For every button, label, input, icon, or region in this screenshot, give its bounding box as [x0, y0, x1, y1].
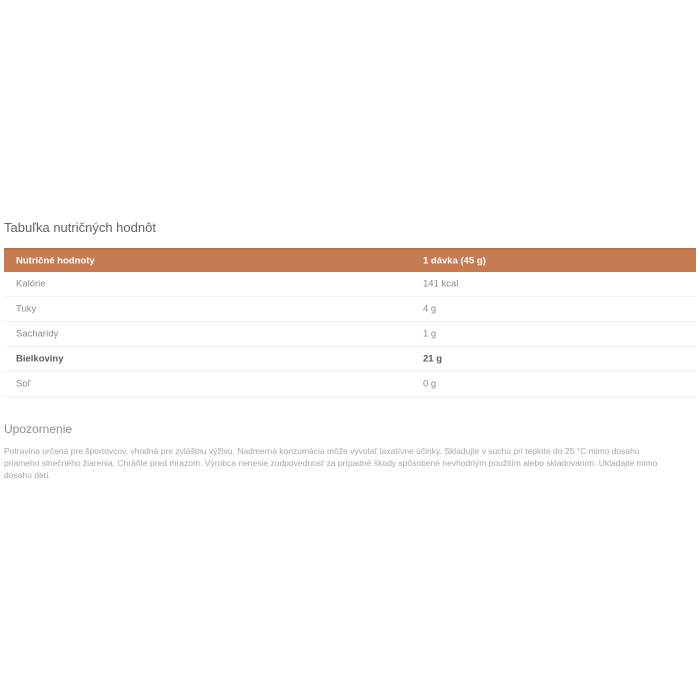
nutrient-label: Soľ [16, 378, 31, 390]
nutrient-label: Tuky [16, 303, 37, 315]
nutrient-value: 0 g [423, 378, 437, 390]
nutrient-value: 4 g [423, 303, 437, 315]
table-header [4, 248, 696, 272]
table-row-salt [4, 372, 696, 397]
table-row-carbohydrates [4, 322, 696, 347]
nutrient-value: 21 g [423, 353, 443, 365]
nutrition-table [4, 248, 696, 397]
table-row-calories [4, 272, 696, 297]
nutrition-table-title: Tabuľka nutričných hodnôt [4, 220, 156, 235]
nutrient-label: Sacharidy [16, 328, 59, 340]
table-header-serving-column: 1 dávka (45 g) [423, 255, 486, 267]
nutrient-label: Kalórie [16, 278, 46, 290]
notice-heading: Upozornenie [4, 422, 73, 436]
notice-paragraph: Potravina určená pre športovcov, vhodná pre zvláštnu výživu. Nadmerná konzumácia môže vyvolať laxatívne účinky. Skladujte v suchu pri teplote do 25 °C mimo dosahu priameho slnečného žiarenia. Chráňte pred mrazom. Výrobca nenesie zodpovednosť za prípadné škody spôsobené nevhodným použitím alebo skladovaním. Ukladajte mimo dosahu detí. [4, 446, 658, 480]
table-row-fats [4, 297, 696, 322]
table-header-nutrient-column: Nutričné hodnoty [16, 255, 95, 267]
nutrient-value: 141 kcal [423, 278, 459, 290]
table-row-proteins [4, 347, 696, 372]
nutrient-label: Bielkoviny [16, 353, 64, 365]
nutrient-value: 1 g [423, 328, 437, 340]
